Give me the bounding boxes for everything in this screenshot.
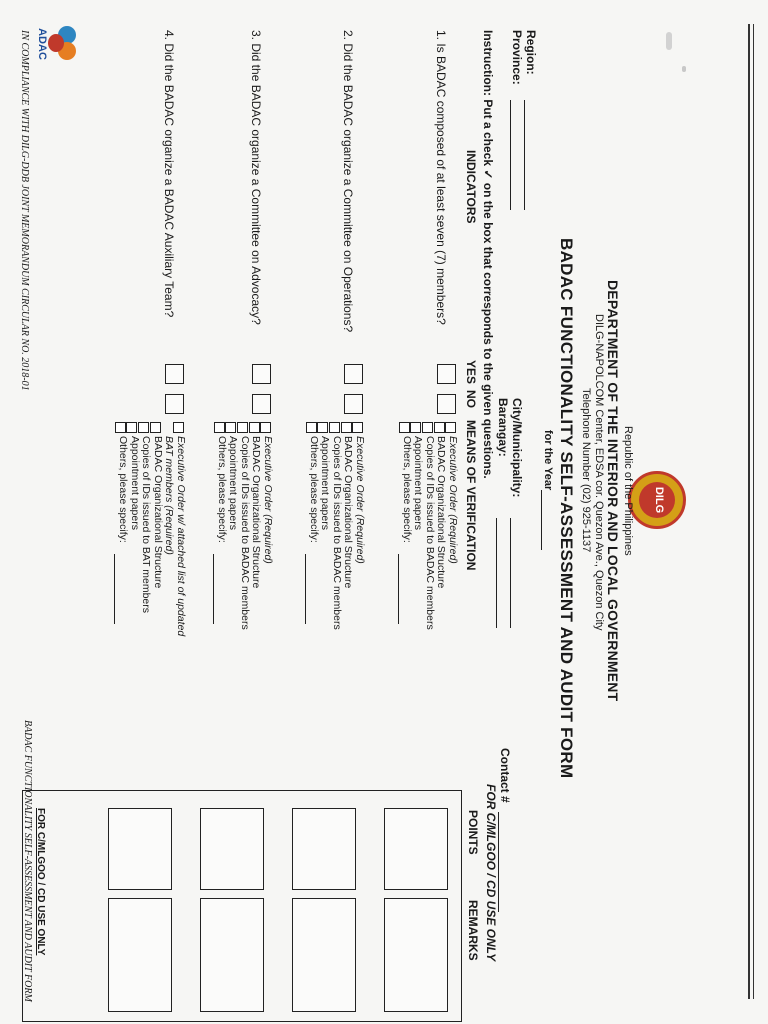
- city-field[interactable]: [510, 518, 511, 628]
- q3-mov-checkbox-5[interactable]: [214, 422, 225, 433]
- form-title: BADAC FUNCTIONALITY SELF-ASSESSMENT AND AUDIT FORM: [557, 238, 576, 779]
- q2-mov-2: BADAC Organizational Structure: [342, 436, 355, 589]
- scan-mark: [666, 32, 672, 50]
- republic-text: Republic of the Philippines: [622, 426, 634, 556]
- q4-others-field[interactable]: [114, 554, 115, 624]
- top-rule-thick: [748, 24, 750, 999]
- yes-header: YES: [464, 360, 478, 385]
- q4-mov-checkbox-3[interactable]: [138, 422, 149, 433]
- q3-no-checkbox[interactable]: [252, 394, 271, 414]
- q4-yes-checkbox[interactable]: [165, 364, 184, 384]
- q3-mov-checkbox-4[interactable]: [225, 422, 236, 433]
- q1-mov-checkbox-5[interactable]: [399, 422, 410, 433]
- q2-mov-checkbox-4[interactable]: [317, 422, 328, 433]
- q3-remarks-box[interactable]: [200, 898, 264, 1012]
- q1-mov-2: BADAC Organizational Structure: [435, 436, 448, 589]
- right-footer-title: BADAC FUNCTIONALITY SELF-ASSESSMENT AND AUDIT FORM: [22, 720, 33, 1002]
- dilg-logo: [628, 471, 686, 529]
- q4-mov-5: Appointment papers: [128, 436, 141, 530]
- remarks-header: REMARKS: [466, 900, 480, 961]
- question-1: 1. Is BADAC composed of at least seven (7) members?: [434, 30, 448, 325]
- dilg-logo-text: DILG: [653, 486, 665, 514]
- q2-mov-1: Executive Order (Required): [354, 436, 366, 564]
- q3-mov-1: Executive Order (Required): [262, 436, 274, 564]
- q1-yes-checkbox[interactable]: [437, 364, 456, 384]
- q2-remarks-box[interactable]: [292, 898, 356, 1012]
- office-use-header: FOR C/MLGOO / CD USE ONLY: [484, 784, 498, 962]
- telephone-text: Telephone Number (02) 925-1137: [580, 388, 592, 553]
- q3-mov-2: BADAC Organizational Structure: [250, 436, 263, 589]
- q2-mov-checkbox-2[interactable]: [341, 422, 352, 433]
- q2-mov-5: Others, please specify:: [307, 436, 320, 543]
- mov-header: MEANS OF VERIFICATION: [464, 420, 478, 571]
- address-text: DILG-NAPOLCOM Center, EDSA cor. Quezon Ave., Quezon City: [593, 314, 605, 631]
- q1-mov-checkbox-3[interactable]: [422, 422, 433, 433]
- q2-mov-checkbox-1[interactable]: [352, 422, 363, 433]
- q3-mov-4: Appointment papers: [227, 436, 240, 530]
- indicators-header: INDICATORS: [464, 150, 478, 224]
- q4-mov-checkbox-5[interactable]: [115, 422, 126, 433]
- q4-mov-6: Others, please specify:: [117, 436, 130, 543]
- q4-mov-2: BAT members (Required): [163, 436, 176, 555]
- q4-no-checkbox[interactable]: [165, 394, 184, 414]
- q1-mov-4: Appointment papers: [412, 436, 425, 530]
- q1-points-box[interactable]: [384, 808, 448, 890]
- q4-mov-list: [116, 436, 186, 636]
- year-field[interactable]: [541, 490, 542, 550]
- q2-mov-4: Appointment papers: [319, 436, 332, 530]
- q4-mov-checkbox-1[interactable]: [173, 422, 184, 433]
- q1-mov-checkbox-1[interactable]: [445, 422, 456, 433]
- q2-mov-checkbox-3[interactable]: [329, 422, 340, 433]
- q2-mov-3: Copies of IDs issued to BADAC members: [330, 436, 343, 630]
- no-header: NO: [464, 390, 478, 408]
- adac-logo: [34, 22, 78, 66]
- points-header: POINTS: [466, 810, 480, 855]
- region-label: Region:: [524, 30, 538, 75]
- barangay-field[interactable]: [496, 518, 497, 628]
- q3-mov-checkbox-3[interactable]: [237, 422, 248, 433]
- instruction-text: Instruction: Put a check ✓ on the box that corresponds to the given questions.: [481, 30, 495, 479]
- q4-points-box[interactable]: [108, 808, 172, 890]
- q4-mov-1: Executive Order w/ attached list of updated: [175, 436, 187, 637]
- q1-mov-checkbox-2[interactable]: [434, 422, 445, 433]
- q2-others-field[interactable]: [305, 554, 306, 624]
- q1-mov-5: Others, please specify:: [400, 436, 413, 543]
- office-use-footer: FOR C/MLGOO / CD USE ONLY: [35, 808, 46, 956]
- department-name: DEPARTMENT OF THE INTERIOR AND LOCAL GOVERNMENT: [605, 280, 621, 702]
- q1-remarks-box[interactable]: [384, 898, 448, 1012]
- q2-mov-list: [307, 436, 365, 630]
- q1-no-checkbox[interactable]: [437, 394, 456, 414]
- adac-logo-text: ADAC: [36, 28, 48, 60]
- q2-no-checkbox[interactable]: [344, 394, 363, 414]
- scan-mark: [682, 66, 686, 72]
- question-2: 2. Did the BADAC organize a Committee on Operations?: [341, 30, 355, 333]
- contact-field[interactable]: [498, 812, 499, 912]
- q1-others-field[interactable]: [398, 554, 399, 624]
- top-rule: [753, 24, 754, 999]
- q2-points-box[interactable]: [292, 808, 356, 890]
- q3-mov-list: [215, 436, 273, 630]
- q2-mov-checkbox-5[interactable]: [306, 422, 317, 433]
- q4-mov-3: BADAC Organizational Structure: [151, 436, 164, 589]
- barangay-label: Barangay:: [496, 398, 510, 457]
- q4-mov-checkbox-2[interactable]: [150, 422, 161, 433]
- contact-label: Contact #: [498, 748, 512, 803]
- q3-mov-checkbox-1[interactable]: [260, 422, 271, 433]
- city-label: City/Municipality:: [510, 398, 524, 498]
- q3-mov-3: Copies of IDs issued to BADAC members: [238, 436, 251, 630]
- compliance-footer: IN COMPLIANCE WITH DILG-DDB JOINT MEMORANDUM CIRCULAR NO. 2018-01: [19, 30, 30, 391]
- province-label: Province:: [510, 30, 524, 85]
- q4-mov-checkbox-4[interactable]: [126, 422, 137, 433]
- q1-mov-3: Copies of IDs issued to BADAC members: [423, 436, 436, 630]
- q4-mov-4: Copies of IDs issued to BAT members: [140, 436, 153, 614]
- q3-mov-checkbox-2[interactable]: [249, 422, 260, 433]
- q4-remarks-box[interactable]: [108, 898, 172, 1012]
- year-label: for the Year: [542, 430, 554, 491]
- q3-yes-checkbox[interactable]: [252, 364, 271, 384]
- province-field[interactable]: [510, 100, 511, 210]
- q3-points-box[interactable]: [200, 808, 264, 890]
- question-3: 3. Did the BADAC organize a Committee on Advocacy?: [249, 30, 263, 325]
- q2-yes-checkbox[interactable]: [344, 364, 363, 384]
- q1-mov-list: [400, 436, 458, 630]
- region-field[interactable]: [524, 100, 525, 210]
- q3-mov-5: Others, please specify:: [215, 436, 228, 543]
- q1-mov-1: Executive Order (Required): [447, 436, 459, 564]
- q1-mov-checkbox-4[interactable]: [410, 422, 421, 433]
- q3-others-field[interactable]: [213, 554, 214, 624]
- question-4: 4. Did the BADAC organize a BADAC Auxiliary Team?: [162, 30, 176, 318]
